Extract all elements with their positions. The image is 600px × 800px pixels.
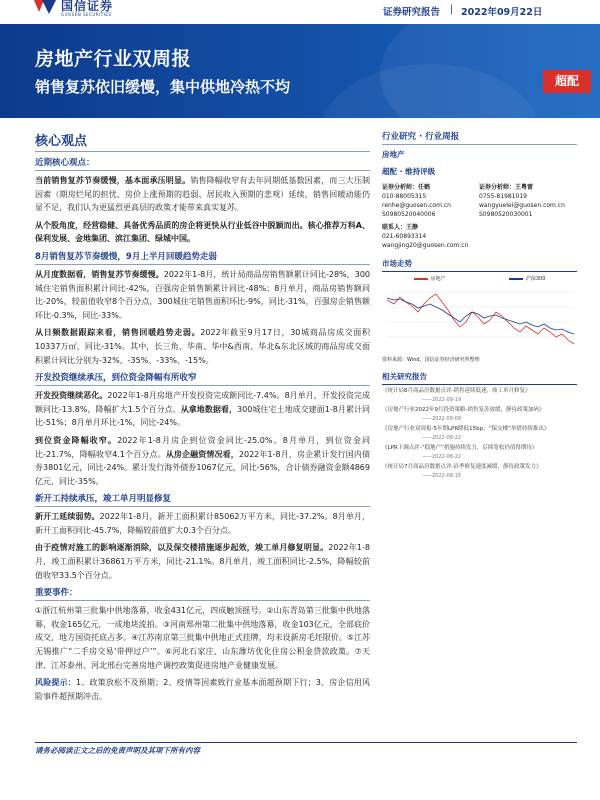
report-type: 证券研究报告 [383, 7, 441, 18]
paragraph-7: 新开工延续弱势。2022年1-8月，新开工面积累计85062万平方米，同比-37.2%。8月单月，新开工面积同比-45.7%，降幅较前值扩大0.3个百分点。 [35, 512, 371, 535]
core-title: 核心观点 [35, 134, 88, 149]
paragraph-2: 从个股角度，经营稳健、具备优秀品质的房企将更快从行业低谷中脱颖而出。核心推荐万科A、保利发展、金地集团、滨江集团、绿城中国。 [35, 220, 370, 244]
logo [34, 0, 113, 17]
section-head-invest: 开发投资继续承压，到位资金降幅有所收窄 [35, 373, 197, 384]
top-bar [0, 0, 600, 24]
rating-badge: 超配 [543, 70, 591, 93]
section-head-sales: 8月销售复苏节奏缓慢，9月上半月回暖趋势走弱 [35, 251, 217, 262]
market-chart [382, 258, 577, 365]
paragraph-5: 开发投资继续恶化。2022年1-8月房地产开发投资完成额同比-7.4%。8月单月，开发投资完成额同比-13.8%，降幅扩大1.5个百分点。从拿地数据看，300城住宅土地成交建面1-8月累计同比-51%；8月单月环比-1%，同比-24%。 [35, 391, 370, 428]
paragraph-1: 当前销售复苏节奏缓慢，基本面承压明显。销售降幅收窄有去年同期低基数因素，而三大压制因素（期房烂尾的担忧、房价上涨预期的趋弱、居民收入预期的悲观）延续，销售回暖动能仍显不足，我们认为更猛烈更高层的政策才能带来真实复苏。 [35, 176, 371, 213]
main-content [35, 130, 370, 703]
chart-source: 资料来源：Wind、国信证券经济研究所整理 [382, 357, 480, 363]
logo-cn-text: 国信证券 [61, 0, 114, 13]
title-banner [0, 24, 600, 118]
logo-en-text: GUOSEN SECURITIES [61, 12, 112, 17]
recent-head: 近期核心观点： [35, 158, 95, 168]
footer-disclaimer: 请务必阅读正文之后的免责声明及其项下所有内容 [35, 746, 200, 755]
events-text: ①浙江杭州第三批集中供地落幕，收金431亿元，四成触顶摇号。②山东青岛第三批集中供地落幕，收金165亿元，一成地块流拍。③河南郑州第二批集中供地落幕，收金103亿元，全部底价成交，地方国资托底占多。④江苏南京第三批集中供地正式挂牌，均未设新房毛坯限价。⑤江苏无锡推广“二手房交易‘带押过户’”。⑥河北石家庄、山东潍坊优化住房公积金贷款政策。⑦天津、江苏泰州、河北邢台完善房地产调控政策促进房地产业健康发展。 [35, 606, 370, 670]
legend-item-1: 房地产 [414, 275, 446, 282]
report-separator: | [450, 4, 454, 15]
analyst-1: 证券分析师：任鹤 010-88005315 renhe@guosen.com.cn S0980520040006 [382, 184, 451, 218]
chart-title: 市场走势 [382, 258, 577, 272]
chart-legend [382, 275, 577, 282]
section-head-construction: 新开工持续承压，竣工单月明显修复 [35, 494, 172, 505]
footer-divider [35, 742, 577, 743]
series-line-2 [387, 298, 574, 334]
industry-line: 行业研究 · 行业周报 [382, 132, 460, 142]
sidebar [382, 130, 577, 480]
related-reports [382, 371, 577, 480]
series-line-1 [387, 294, 574, 344]
related-item[interactable]: 《LPR下调点评-“稳地产”措施持续发力，后续宽松仍值得期待》 ——2022-08-22 [382, 445, 538, 460]
paragraph-3: 从月度数据看，销售复苏节奏缓慢。2022年1-8月，统计局商品房销售额累计同比-28%，300城住宅销售面积累计同比-42%，百强房企销售额累计同比-48%；8月单月，商品房销售额同比-20%，较前值收窄8个百分点，300城住宅销售面积环比-9%，同比-31%，百强房企销售额环比-0.3%，同比-33%。 [35, 269, 370, 320]
market-chart-svg [382, 282, 577, 352]
events-head: 重要事件： [35, 588, 78, 599]
report-subtitle: 销售复苏依旧缓慢，集中供地冷热不均 [35, 78, 291, 96]
rating-line: 超配 · 维持评级 [382, 167, 436, 176]
analyst-2: 证券分析师：王粤雷 0755-81981019 wangyuelei@guosen.com.cn S0980520030001 [479, 184, 565, 218]
risk-paragraph: 风险提示：1、政策放松不及预期；2、疫情等因素致行业基本面超预期下行；3、房企信用风险事件超预期冲击。 [35, 678, 370, 701]
related-item[interactable]: 《统计局8月商品房数据点评-销售延续低迷，竣工单月修复》 ——2022-09-19 [382, 388, 531, 403]
report-title: 房地产行业双周报 [35, 48, 192, 70]
related-item[interactable]: 《房地产行业2022年9月投资策略-销售复苏放缓，静待政策加码》 ——2022-09-09 [382, 407, 545, 422]
paragraph-4: 从日频数据跟踪来看，销售回暖趋势走弱。2022年截至9月17日，30城商品房成交面积10337万㎡，同比-31%。其中，长三角、华南、华中&西南、华北&东北区域的商品房成交面积累计同比分别为-32%、-35%、-33%、-15%。 [35, 328, 370, 365]
related-title: 相关研究报告 [382, 371, 577, 385]
contact: 联系人：王静 021-60893314 wangjing20@guosen.com.cn [382, 224, 469, 249]
report-date: 2022年09月22日 [461, 7, 543, 18]
sector: 房地产 [382, 150, 405, 159]
paragraph-8: 由于疫情对施工的影响逐渐消除，以及保交楼措施逐步起效，竣工单月修复明显。2022年1-8月，竣工面积累计36861万平方米，同比-21.1%。8月单月，竣工面积同比-2.5%，降幅较前值收窄33.5个百分点。 [35, 543, 370, 580]
legend-item-2: 沪深300 [509, 275, 546, 282]
guosen-logo-icon [34, 0, 56, 16]
analysts [382, 183, 577, 219]
related-item[interactable]: 《房地产行业双周报-5年期LPR降低15bp，“保交楼”举措持续推出》 ——2022-08-22 [382, 426, 550, 441]
paragraph-6: 到位资金降幅收窄。2022年1-8月房企到位资金同比-25.0%。8月单月，到位资金同比-21.7%，降幅收窄4.1个百分点。从房企融资情况看，2022年1-8月，房企累计发行国内债券3801亿元，同比-24%。累计发行海外债券1067亿元，同比-56%，合计债券融资金额4869亿元，同比-35%。 [35, 435, 371, 486]
related-item[interactable]: 《统计局7月商品房数据点评-沿季修复速度减缓，静待政策发力》 ——2022-08-15 [382, 464, 542, 479]
